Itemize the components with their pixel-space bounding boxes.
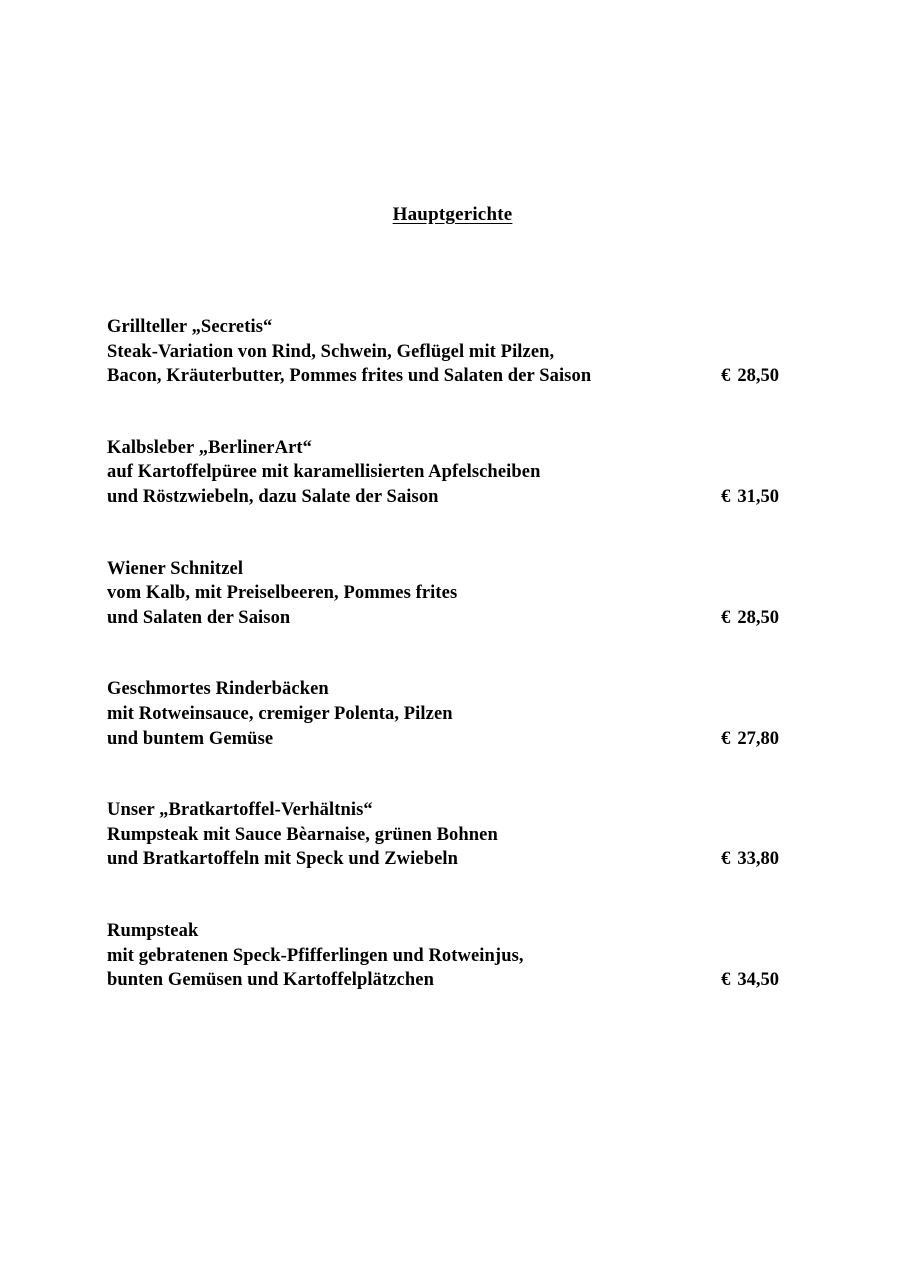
menu-item-name: Wiener Schnitzel — [107, 558, 244, 579]
price-amount: 28,50 — [737, 607, 779, 628]
price-amount: 33,80 — [737, 849, 779, 870]
menu-item-detail-line: Bacon, Kräuterbutter, Pommes frites und Salaten der Saison — [107, 366, 592, 387]
menu-item — [0, 557, 905, 631]
menu-item-list — [0, 315, 905, 1040]
menu-item-description — [107, 677, 779, 751]
currency-symbol: € — [721, 607, 731, 628]
menu-item-detail-line: und Bratkartoffeln mit Speck und Zwiebeln — [107, 849, 459, 870]
menu-item — [0, 436, 905, 510]
currency-symbol: € — [721, 728, 731, 749]
menu-item-price — [721, 606, 779, 631]
menu-item-detail-line: mit gebratenen Speck-Pfifferlingen und Rotweinjus, — [107, 945, 524, 966]
menu-item-price — [721, 364, 779, 389]
price-amount: 31,50 — [737, 486, 779, 507]
menu-item — [0, 677, 905, 751]
currency-symbol: € — [721, 486, 731, 507]
menu-item-detail-line: mit Rotweinsauce, cremiger Polenta, Pilzen — [107, 703, 453, 724]
menu-item-name: Geschmortes Rinderbäcken — [107, 679, 329, 700]
menu-item-detail-line: vom Kalb, mit Preiselbeeren, Pommes frites — [107, 583, 458, 604]
menu-item-detail-line: und Salaten der Saison — [107, 607, 291, 628]
menu-item-name: Grillteller „Secretis“ — [107, 317, 273, 337]
currency-symbol: € — [721, 970, 731, 991]
menu-item-detail-line: auf Kartoffelpüree mit karamellisierten Apfelscheiben — [107, 462, 541, 483]
menu-item-description — [107, 919, 779, 993]
menu-item-detail-line: und Röstzwiebeln, dazu Salate der Saison — [107, 486, 439, 507]
menu-item-detail-line: Rumpsteak mit Sauce Bèarnaise, grünen Bohnen — [107, 824, 498, 845]
menu-item-description — [107, 798, 779, 872]
currency-symbol: € — [721, 849, 731, 870]
menu-item-detail-line: und buntem Gemüse — [107, 728, 274, 749]
menu-item — [0, 315, 905, 389]
menu-item-price — [721, 727, 779, 752]
menu-item — [0, 919, 905, 993]
menu-item-price — [721, 847, 779, 872]
page-title: Hauptgerichte — [392, 204, 513, 225]
menu-item-name: Rumpsteak — [107, 920, 199, 941]
menu-item-detail-line: Steak-Variation von Rind, Schwein, Geflügel mit Pilzen, — [107, 341, 555, 362]
price-amount: 34,50 — [737, 970, 779, 991]
menu-item-name: Kalbsleber „BerlinerArt“ — [107, 437, 313, 458]
menu-item-description — [107, 315, 779, 389]
menu-item-detail-line: bunten Gemüsen und Kartoffelplätzchen — [107, 970, 434, 991]
currency-symbol: € — [721, 366, 731, 387]
menu-item-price — [721, 968, 779, 993]
menu-item-name: Unser „Bratkartoffel-Verhältnis“ — [107, 800, 373, 821]
price-amount: 27,80 — [737, 728, 779, 749]
menu-item — [0, 798, 905, 872]
price-amount: 28,50 — [737, 366, 779, 387]
menu-item-price — [721, 485, 779, 510]
menu-item-description — [107, 436, 779, 510]
menu-item-description — [107, 557, 779, 631]
